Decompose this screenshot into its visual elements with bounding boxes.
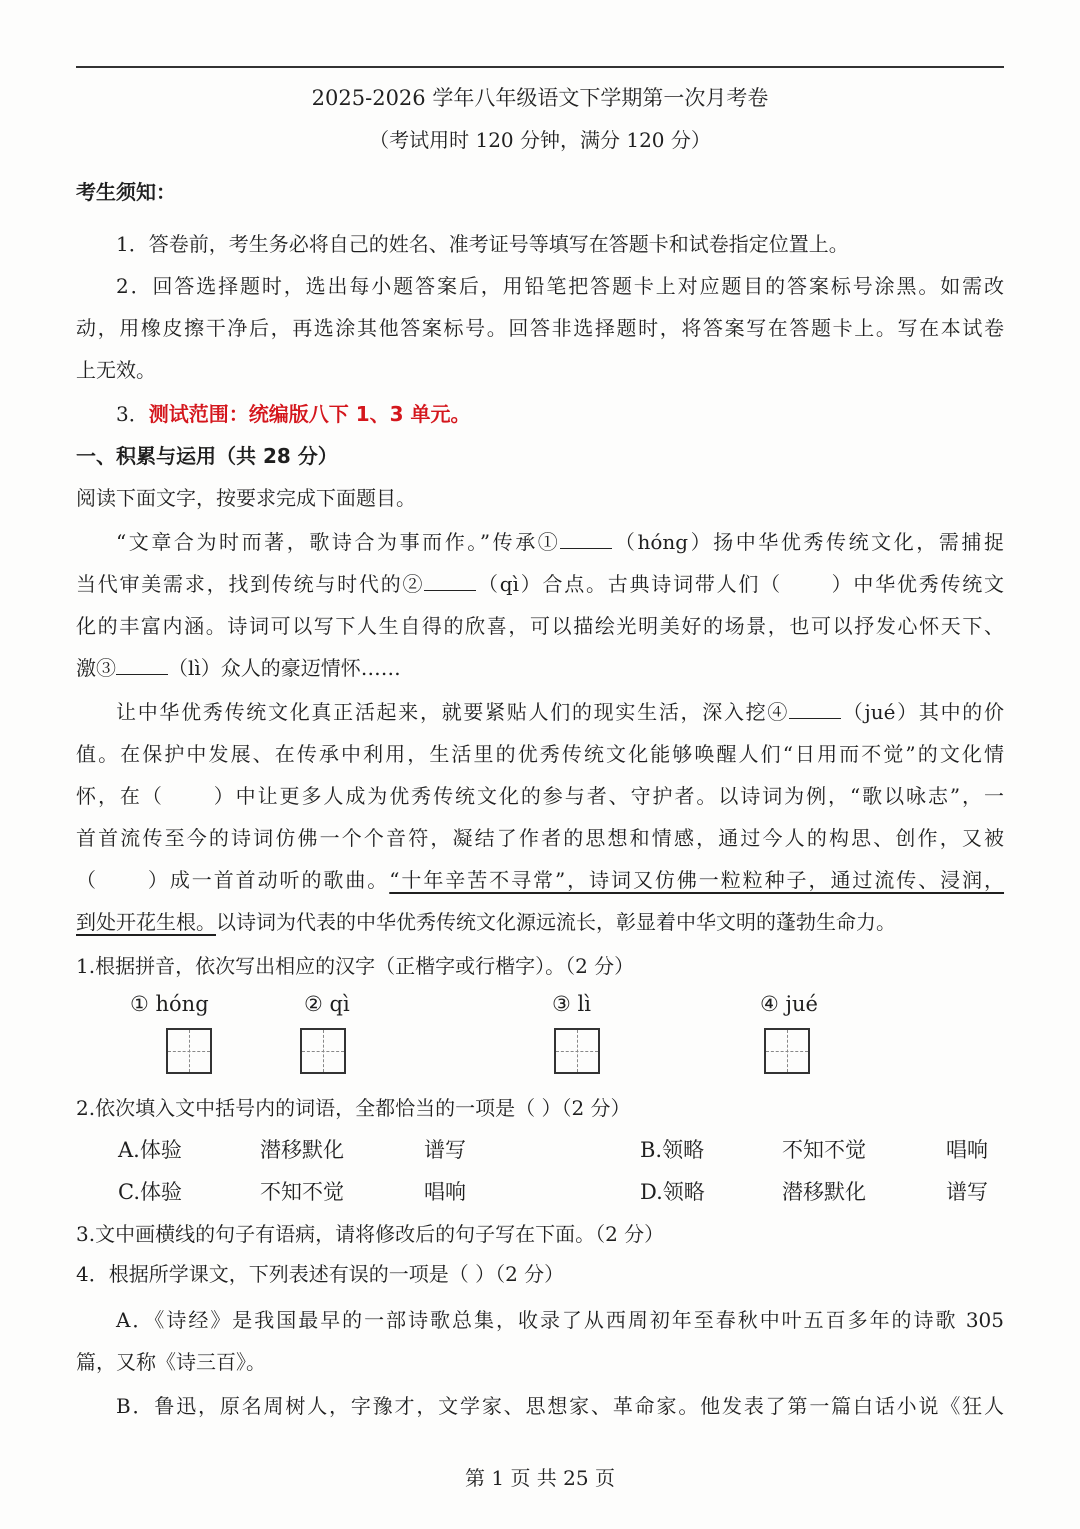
writing-grid-box-4[interactable]	[764, 1028, 810, 1074]
option-c-word3: 唱响	[424, 1180, 466, 1204]
underlined-sentence: “十年辛苦不寻常”，诗词又仿佛一粒粒种子，通过流传、浸润，	[389, 868, 1005, 892]
question-1-stem: 1.根据拼音，依次写出相应的汉字（正楷字或行楷字）。（2 分）	[76, 954, 635, 978]
option-c-word2: 不知不觉	[260, 1180, 344, 1204]
question-4-option-b-line1: B．鲁迅，原名周树人，字豫才，文学家、思想家、革命家。他发表了第一篇白话小说《狂人	[116, 1394, 1004, 1418]
question-4-option-a-line2: 篇，又称《诗三百》。	[76, 1350, 266, 1374]
notice-item-2-line2: 动，用橡皮擦干净后，再选涂其他答案标号。回答非选择题时，将答案写在答题卡上。写在本试卷	[76, 316, 1004, 340]
writing-grid-box-2[interactable]	[300, 1028, 346, 1074]
question-3-stem: 3.文中画横线的句子有语病，请将修改后的句子写在下面。（2 分）	[76, 1222, 665, 1246]
blank-3	[116, 656, 168, 675]
passage-p1-line4: 激③ （lì）众人的豪迈情怀……	[76, 656, 401, 680]
section-1-heading: 一、积累与运用（共 28 分）	[76, 444, 338, 468]
notice-item-2-line3: 上无效。	[76, 358, 156, 382]
option-d-word2: 潜移默化	[782, 1180, 866, 1204]
pinyin-label-2: ② qì	[304, 992, 350, 1016]
blank-1	[560, 530, 612, 549]
notice-heading: 考生须知：	[76, 180, 176, 204]
exam-subtitle: （考试用时 120 分钟，满分 120 分）	[369, 128, 711, 152]
pinyin-label-1: ① hóng	[130, 992, 209, 1016]
passage-p1-line2: 当代审美需求，找到传统与时代的② （qì）合点。古典诗词带人们（ ）中华优秀传统文	[76, 572, 1005, 596]
writing-grid-box-3[interactable]	[554, 1028, 600, 1074]
passage-p2-line6: 到处开花生根。以诗词为代表的中华优秀传统文化源远流长，彰显着中华文明的蓬勃生命力。	[76, 910, 896, 934]
notice-item-2-line1: 2．回答选择题时，选出每小题答案后，用铅笔把答题卡上对应题目的答案标号涂黑。如需改	[116, 274, 1004, 298]
page-footer: 第 1 页 共 25 页	[465, 1466, 615, 1490]
notice-item-3-number: 3．	[116, 402, 149, 426]
top-rule	[76, 66, 1004, 68]
question-4-stem: 4．根据所学课文，下列表述有误的一项是（ ）（2 分）	[76, 1262, 565, 1286]
option-d-word3: 谱写	[946, 1180, 988, 1204]
question-4-option-a-line1: A．《诗经》是我国最早的一部诗歌总集，收录了从西周初年至春秋中叶五百多年的诗歌 305	[116, 1308, 1004, 1332]
option-d-word1: D.领略	[640, 1180, 705, 1204]
option-b-word1: B.领略	[640, 1138, 705, 1162]
passage-p2-line5: （ ）成一首首动听的歌曲。“十年辛苦不寻常”，诗词又仿佛一粒粒种子，通过流传、浸润，	[76, 868, 1005, 892]
pinyin-label-4: ④ jué	[760, 992, 818, 1016]
pinyin-label-3: ③ lì	[552, 992, 591, 1016]
reading-instruction: 阅读下面文字，按要求完成下面题目。	[76, 486, 416, 510]
option-a-word1: A.体验	[118, 1138, 182, 1162]
blank-2	[424, 572, 476, 591]
passage-p1-line3: 化的丰富内涵。诗词可以写下人生自得的欣喜，可以描绘光明美好的场景，也可以抒发心怀天下、	[76, 614, 1004, 638]
passage-p1-line1: “文章合为时而著，歌诗合为事而作。”传承① （hóng）扬中华优秀传统文化，需捕捉	[116, 530, 1005, 554]
notice-item-3	[116, 398, 1004, 427]
option-b-word2: 不知不觉	[782, 1138, 866, 1162]
option-a-word3: 谱写	[424, 1138, 466, 1162]
option-b-word3: 唱响	[946, 1138, 988, 1162]
test-scope: 测试范围：统编版八下 1、3 单元。	[148, 402, 471, 426]
exam-title: 2025-2026 学年八年级语文下学期第一次月考卷	[311, 86, 769, 110]
writing-grid-box-1[interactable]	[166, 1028, 212, 1074]
notice-item-1: 1．答卷前，考生务必将自己的姓名、准考证号等填写在答题卡和试卷指定位置上。	[116, 232, 849, 256]
passage-p2-line1: 让中华优秀传统文化真正活起来，就要紧贴人们的现实生活，深入挖④ （jué）其中的价	[116, 700, 1005, 724]
option-a-word2: 潜移默化	[260, 1138, 344, 1162]
blank-4	[789, 700, 841, 719]
underlined-sentence-end: 到处开花生根。	[76, 910, 216, 934]
passage-p2-line3: 怀，在（ ）中让更多人成为优秀传统文化的参与者、守护者。以诗词为例，“歌以咏志”，一	[76, 784, 1005, 808]
question-2-stem: 2.依次填入文中括号内的词语，全都恰当的一项是（ ）（2 分）	[76, 1096, 631, 1120]
passage-p2-line2: 值。在保护中发展、在传承中利用，生活里的优秀传统文化能够唤醒人们“日用而不觉”的文化情	[76, 742, 1004, 766]
option-c-word1: C.体验	[118, 1180, 182, 1204]
passage-p2-line4: 首首流传至今的诗词仿佛一个个音符，凝结了作者的思想和情感，通过今人的构思、创作，又被	[76, 826, 1004, 850]
